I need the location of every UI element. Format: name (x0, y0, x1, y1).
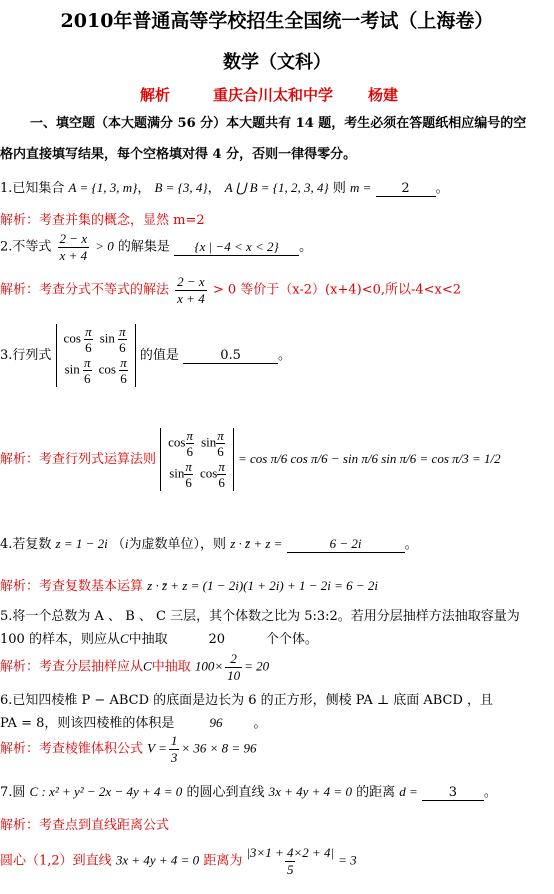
q3-an-cell-12: sin (201, 434, 217, 450)
q1-answer: 2 (376, 181, 436, 197)
q6-line2: PA = 8，则该四棱椎的体积是 96 。 (0, 715, 267, 731)
q7-line1-c: 的距离 (356, 785, 396, 800)
q5-analysis-d: = 20 (244, 658, 270, 674)
q7-final-num: |3×1 + 4×2 + 4| (246, 845, 335, 860)
q4-z: z = 1 − 2i (55, 536, 108, 551)
q2-analysis-frac-den: x + 4 (177, 290, 205, 306)
q7-d-eq: d = (399, 784, 418, 799)
q5-analysis-a: 解析：考查分层抽样应从 (0, 659, 144, 675)
q3-an-pi-22: π (218, 459, 225, 475)
q3-an-pi-11: π (186, 428, 193, 443)
q5-line2-c: 个个体。 (265, 632, 318, 647)
q1-text-a: 1.已知集合 (0, 181, 65, 196)
q7-final-c: = 3 (338, 852, 357, 868)
q4-i: i (124, 536, 129, 551)
q2-text-a: 2.不等式 (0, 239, 52, 255)
q1-m-eq: m = (350, 180, 372, 195)
q7-line1-a: 7.圆 (0, 785, 26, 800)
q2-analysis-frac-num: 2 − x (177, 274, 205, 289)
q1-set-b: B = {3, 4} (154, 180, 208, 195)
q5-c: C (119, 631, 129, 646)
q3-an-six-12: 6 (217, 443, 224, 459)
header-label: 解析 (140, 86, 171, 104)
q7-answer: 3 (422, 785, 484, 801)
q3-an-cell-22: cos (200, 465, 218, 481)
q6-answer: 96 (209, 715, 223, 730)
q5-analysis-fraction (225, 652, 242, 682)
q3-pi-21: π (84, 355, 91, 371)
q4-expr: z · z̄ + z = (230, 536, 283, 551)
q7-line: 3x + 4y + 4 = 0 (268, 784, 352, 799)
q7-analysis: 解析：考查点到直线距离公式 (0, 818, 170, 833)
q5-analysis-c2: 100× (194, 658, 224, 674)
q6-analysis-a: 解析：考查棱锥体积公式 (0, 741, 144, 757)
question-2: 2.不等式 $\frac{2 - x}{x + 4}$ > 0 的解集是 {x | −4 < x < 2} 。 (0, 231, 313, 263)
q4-text-a: 4.若复数 (0, 537, 52, 552)
q5-analysis-b: 中抽取 (151, 659, 191, 675)
q2-gt0: > 0 (95, 238, 114, 254)
q7-final-fraction (244, 846, 336, 876)
q6-frac-den: 3 (170, 749, 178, 765)
q7-final (0, 846, 357, 876)
q4-text-b: （ (111, 537, 125, 552)
q3-six-12: 6 (119, 339, 126, 355)
q7-circle: C : x² + y² − 2x − 4y + 4 = 0 (29, 784, 183, 799)
q3-an-six-22: 6 (218, 474, 225, 490)
q3-text-b: 的值是 (139, 347, 179, 363)
q3-six-11: 6 (85, 339, 92, 355)
q1-text-b: 则 (332, 181, 346, 196)
q3-an-cell-21: sin (169, 465, 185, 481)
q6-analysis-b: × 36 × 8 = 96 (181, 740, 257, 756)
q5-line2-a: 100 的样本，则应从 (0, 632, 120, 647)
q3-an-pi-21: π (185, 459, 192, 475)
q3-cell-21: sin (64, 361, 80, 377)
q2-frac-num: 2 − x (59, 231, 88, 246)
q2-answer: {x | −4 < x < 2} (174, 239, 299, 256)
q7-final-b: 距离为 (203, 853, 243, 869)
q1-union: A ⋃ B = {1, 2, 3, 4} (224, 180, 329, 195)
q3-cell-12: sin (99, 330, 115, 346)
section-intro-line1: 一、填空题（本大题满分 56 分）本大题共有 14 题，考生必须在答题纸相应编号的空 (30, 116, 527, 131)
q3-cell-22: cos (98, 361, 116, 377)
q6-analysis (0, 734, 256, 764)
q7-final-a: 圆心（1,2）到直线 (0, 853, 112, 869)
q3-pi-22: π (120, 355, 127, 371)
q3-analysis-b: = cos π/6 cos π/6 − sin π/6 sin π/6 = cos π/3 = 1/2 (237, 450, 501, 466)
q7-final-den: 5 (286, 861, 294, 877)
q4-answer: 6 − 2i (287, 536, 405, 553)
q4-analysis-b: z · z̄ + z = (1 − 2i)(1 + 2i) + 1 − 2i = 6 − 2i (147, 578, 379, 593)
q3-pi-11: π (85, 324, 92, 339)
q3-determinant (56, 324, 136, 387)
q3-answer: 0.5 (183, 348, 278, 364)
q3-cell-11: cos (63, 330, 81, 346)
q3-an-six-21: 6 (185, 474, 192, 490)
q5-line2-b: 中抽取 (128, 632, 168, 647)
q1-set-a: A = {1, 3, m} (68, 180, 138, 195)
question-1: 1.已知集合 A = {1, 3, m}， B = {3, 4}， A ⋃ B = {1, 2, 3, 4} 则 m = 2 。 (0, 180, 449, 196)
q2-fraction (58, 232, 90, 262)
q6-v-eq: V = (147, 740, 167, 756)
q3-analysis-determinant (160, 428, 234, 491)
q2-analysis-b: > 0 等价于（x-2）(x+4)<0,所以-4<x<2 (212, 282, 462, 298)
q5-answer: 20 (208, 632, 226, 647)
q5-frac-den: 10 (227, 667, 241, 683)
q5-analysis (0, 652, 269, 682)
q5-analysis-c: C (143, 658, 152, 674)
q3-an-cell-11: cos (168, 434, 186, 450)
question-4: 4.若复数 z = 1 − 2i （i为虚数单位），则 z · z̄ + z = 6 − 2i 。 (0, 536, 418, 552)
q7-line1-b: 的圆心到直线 (186, 785, 265, 800)
q4-analysis (0, 575, 378, 594)
q3-an-pi-12: π (217, 428, 224, 443)
q3-an-six-11: 6 (186, 443, 193, 459)
q3-six-21: 6 (84, 370, 91, 386)
q2-analysis (0, 275, 461, 305)
q4-text-c: 为虚数单位），则 (128, 537, 227, 552)
q3-analysis-a: 解析：考查行列式运算法则 (0, 451, 157, 467)
q2-frac-den: x + 4 (59, 247, 88, 263)
q5-frac-num: 2 (230, 651, 237, 666)
q5-line1: 5.将一个总数为 A 、 B 、 C 三层，其个体数之比为 5:3:2。若用分层抽样方法抽取容量为 (0, 609, 520, 624)
q7-final-line: 3x + 4y + 4 = 0 (115, 852, 200, 868)
q6-analysis-fraction (169, 734, 180, 764)
q3-analysis (0, 428, 501, 491)
header-school: 重庆合川太和中学 (213, 86, 334, 104)
question-3: 3.行列式 cos $\frac{\pi}{6}$ sin $\frac{\pi}{6}$ sin $\frac{\pi}{6}$ cos $\frac{\pi}{6}$ 的值是 0.5 。 (0, 324, 292, 386)
q2-analysis-a: 解析：考查分式不等式的解法 (0, 282, 170, 298)
header-author: 杨建 (368, 86, 399, 104)
q1-analysis: 解析：考查并集的概念，显然 m=2 (0, 213, 205, 228)
q3-pi-12: π (119, 324, 126, 339)
question-7: 7.圆 C : x² + y² − 2x − 4y + 4 = 0 的圆心到直线 3x + 4y + 4 = 0 的距离 d = 3 。 (0, 784, 497, 800)
q6-line1: 6.已知四棱椎 P − ABCD 的底面是边长为 6 的正方形，侧棱 PA ⊥ 底面 ABCD ，且 (0, 693, 494, 708)
q2-text-b: 的解集是 (117, 239, 170, 255)
q2-analysis-fraction (175, 275, 207, 305)
q6-line2-a: PA = 8，则该四棱椎的体积是 (0, 716, 175, 731)
q4-analysis-a: 解析：考查复数基本运算 (0, 579, 144, 594)
q5-line2 (0, 628, 318, 647)
paper-subject: 数学（文科） (223, 52, 331, 73)
q3-text-a: 3.行列式 (0, 347, 52, 363)
section-intro-line2: 格内直接填写结果，每个空格填对得 4 分，否则一律得零分。 (0, 147, 357, 162)
q6-frac-num: 1 (170, 733, 178, 748)
paper-title: 2010年普通高等学校招生全国统一考试（上海卷） (60, 10, 494, 32)
q3-six-22: 6 (120, 370, 127, 386)
